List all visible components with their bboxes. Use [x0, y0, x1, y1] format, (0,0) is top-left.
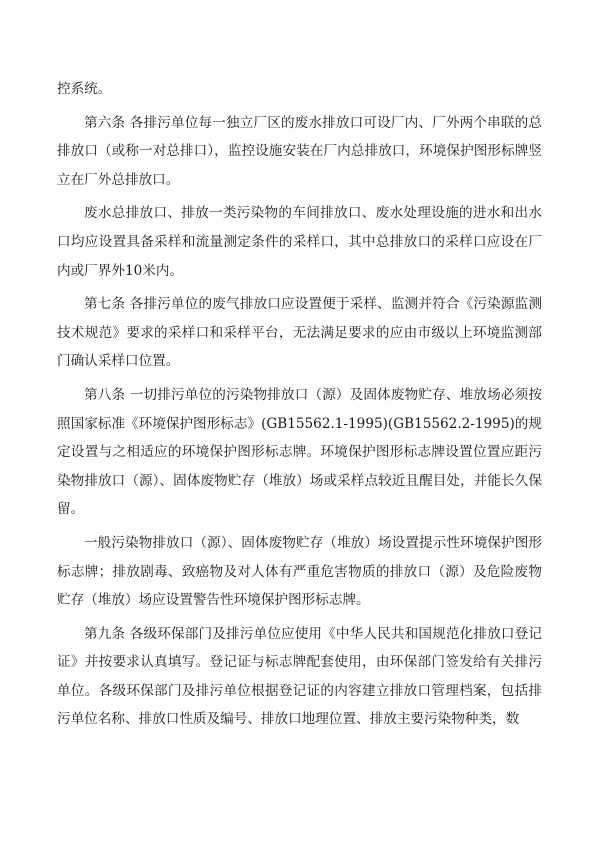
paragraph-continuation: 控系统。: [57, 81, 112, 97]
paragraph-article-6: 第六条 各排污单位每一独立厂区的废水排放口可设厂内、厂外两个串联的总排放口（或称一对总排口），监控设施安装在厂内总排放口，环境保护图形标牌竖立在厂外总排放口。: [57, 114, 542, 188]
paragraph-article-7: 第七条 各排污单位的废气排放口应设置便于采样、监测并符合《污染源监测技术规范》要求的采样口和采样平台，无法满足要求的应由市级以上环境监测部门确认采样口位置。: [57, 296, 542, 370]
paragraph-sign-types: 一般污染物排放口（源）、固体废物贮存（堆放）场设置提示性环境保护图形标志牌；排放剧毒、致癌物及对人体有严重危害物质的排放口（源）及危险废物贮存（堆放）场应设置警告性环境保护图形标志牌。: [57, 534, 542, 609]
paragraph-article-9: 第九条 各级环保部门及排污单位应使用《中华人民共和国规范化排放口登记证》并按要求认真填写。登记证与标志牌配套使用，由环保部门签发给有关排污单位。各级环保部门及排污单位根据登记证的内容建立排放口管理档案，包括排污单位名称、排放口性质及编号、排放口地理位置、排放主要污染物种类，数: [57, 625, 542, 728]
paragraph-article-8: 第八条 一切排污单位的污染物排放口（源）及固体废物贮存、堆放场必须按照国家标准《环境保护图形标志》(GB15562.1-1995)(GB15562.2-1995)的规定设置与之相适应的环境保护图形标志牌。环境保护图形标志牌设置位置应距污染物排放口（源）、固体废物贮存（堆放）场或采样点较近且醒目处，并能长久保留。: [57, 386, 542, 518]
document-body: [57, 75, 542, 739]
paragraph-sampling-outlet: 废水总排放口、排放一类污染物的车间排放口、废水处理设施的进水和出水口均应设置具备采样和流量测定条件的采样口，其中总排放口的采样口应设在厂内或厂界外10米内。: [57, 205, 542, 279]
